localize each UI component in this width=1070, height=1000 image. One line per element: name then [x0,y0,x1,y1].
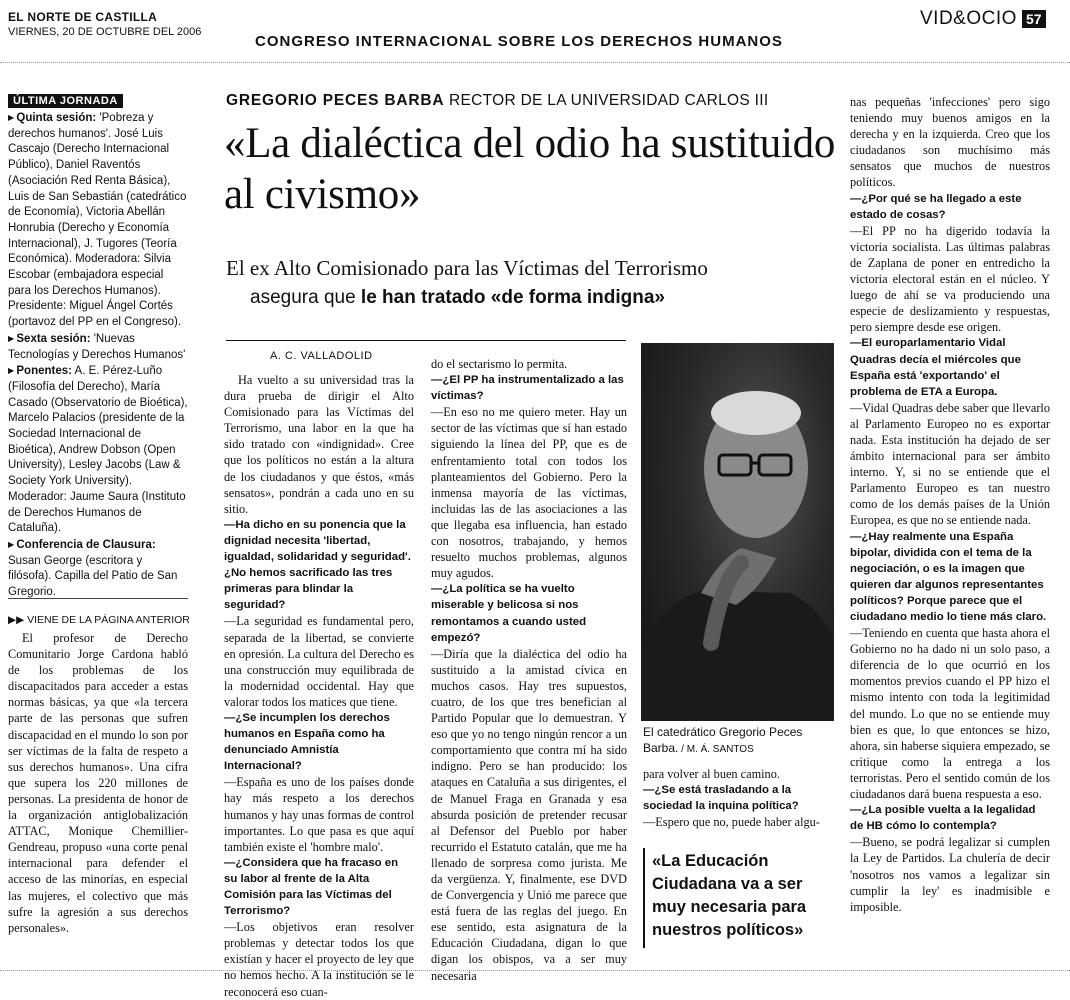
article-paragraph: —Teniendo en cuenta que hasta ahora el Gobierno no ha dado ni un solo paso, a diferencia de lo que ocurrió en los momentos previos cuando el PP hizo el mismo intento con toda la legitimidad del mundo. Lo que no se entiende muy bien es que, lo que entonces se hizo, ahora, sin haberse siquiera empezado, se critique como la entrega a los terroristas. Pero el sentido común de los ciudadanos dará buena respuesta a eso. [850,626,1050,802]
interview-question: —Ha dicho en su ponencia que la dignidad necesita 'libertad, igualdad, solidaridad y seguridad'. ¿No hemos sacrificado las tres primeras para blindar la seguridad? [224,518,411,612]
article-kicker [226,92,768,110]
left-column-paragraph: El profesor de Derecho Comunitario Jorge Cardona habló de los problemas de los discapacitados para acceder a estas normas básicas, ya que «la tercera parte de las personas que sufren discapacidad en el mundo lo son por ser víctimas de la falta de respeto a sus derechos humanos». Una cifra que supera los 220 millones de personas. La presidenta de honor de la organización antiglobalización ATTAC, Monique Chemillier-Gendreau, propuso «una corte penal internacional para defender el acceso de las minorías, en especial las mujeres, el colectivo que más sufre la agresión a sus derechos personales». [8,631,188,935]
kicker-name: GREGORIO PECES BARBA [226,92,445,109]
sidebar-schedule [8,110,188,601]
continued-label: ▶▶ VIENE DE LA PÁGINA ANTERIOR [8,614,190,626]
article-paragraph: —Los objetivos eran resolver problemas y detectar todos los que existían y hacer el proyecto de ley que no hemos hecho. A la institución se le reconocerá eso cuan- [224,920,414,999]
sidebar-item [8,331,188,363]
article-paragraph: para volver al buen camino. [643,767,780,781]
publication-date: VIERNES, 20 DE OCTUBRE DEL 2006 [8,26,202,38]
interview-question: —¿Por qué se ha llegado a este estado de cosas? [850,192,1022,221]
interview-question: —¿El PP ha instrumentalizado a las víctimas? [431,374,624,403]
sidebar-heading: ÚLTIMA JORNADA [8,94,123,108]
section-label: VID&OCIO [920,8,1017,29]
article-column-3 [850,94,1050,915]
deck-divider [226,340,626,341]
portrait-illustration [641,343,834,721]
sidebar-item-text: 'Nuevas Tecnologías y Derechos Humanos' [8,332,186,361]
interview-question: —¿Hay realmente una España bipolar, dividida con el tema de la negociación, o es la imagen que quieren dar algunos representantes políticos? Porque parece que el ciudadano medio lo tiene más claro. [850,530,1047,623]
article-paragraph: nas pequeñas 'infecciones' pero sigo teniendo muy buenos amigos en la derecha y en la izquierda. Creo que los ciudadanos son muchísimo más sensatos que muchos de nuestros políticos. [850,95,1050,190]
sidebar-item-label: Sexta sesión: [16,332,91,345]
bottom-divider [0,970,1070,971]
interview-question: —¿Se incumplen los derechos humanos en España como ha denunciado Amnistía Internacional? [224,711,390,773]
publication-name: EL NORTE DE CASTILLA [8,10,158,24]
article-column-2 [431,356,627,984]
article-headline: «La dialéctica del odio ha sustituido al civismo» [224,120,836,218]
sidebar-item-label: Quinta sesión: [16,112,97,124]
arrow-icon: ▶▶ [8,614,28,626]
bullet-arrow-icon: ▶ [8,539,17,549]
interview-question: —¿La política se ha vuelto miserable y belicosa si nos remontamos a cuando usted empezó? [431,583,587,644]
sidebar-item [8,537,188,601]
interview-question: —¿La posible vuelta a la legalidad de HB cómo lo contempla? [850,804,1036,833]
article-paragraph: Ha vuelto a su universidad tras la dura prueba de dirigir el Alto Comisionado para las Víctimas del Terrorismo, una labor en la que ha sido tratado con «indignidad». Cree que los políticos no están a la altura de los ciudadanos y que éstos, «más sensatos», pondrán a cada uno en su sitio. [224,373,414,516]
sidebar-item-text: A. E. Pérez-Luño (Filosofía del Derecho), María Casado (Observatorio de Bioética), Marcelo Palacios (presidente de la Sociedad Internacional de Bioética), Andrew Dobson (Open University), Lesley Jacobs (Law & Society York University). Moderador: Jaume Saura (Instituto de Derechos Humanos de Cataluña). [8,365,188,535]
sidebar-item-text: Susan George (escritora y filósofa). Capilla del Patio de San Gregorio. [8,554,178,599]
sidebar-item [8,110,188,331]
bullet-arrow-icon: ▶ [8,333,17,343]
bullet-arrow-icon: ▶ [8,113,17,122]
bullet-arrow-icon: ▶ [8,366,17,376]
article-byline: A. C. VALLADOLID [270,350,373,362]
article-column-1 [224,372,414,1000]
sidebar-item [8,363,188,537]
sidebar-item-label: Ponentes: [16,365,72,378]
portrait-photo [641,343,834,721]
pull-quote: «La Educación Ciudadana va a ser muy necesaria para nuestros políticos» [652,852,807,939]
article-deck-line2: asegura que le han tratado «de forma indigna» [250,287,665,308]
article-paragraph: do el sectarismo lo permita. [431,357,568,371]
kicker-role: RECTOR DE LA UNIVERSIDAD CARLOS III [444,92,769,109]
interview-question: —El europarlamentario Vidal Quadras decía el miércoles que España está 'exportando' el problema de ETA a Europa. [850,337,1021,398]
article-paragraph: —Bueno, se podrá legalizar si cumplen la Ley de Partidos. La chulería de decir 'nosotros nos vamos a legalizar sin cumplir la ley' es inadmisible e imposible. [850,835,1050,914]
top-divider [0,62,1070,63]
article-paragraph: —Diría que la dialéctica del odio ha sustituido a la amistad cívica en muchos casos. Hay tres supuestos, cuatro, de los que tres benefician al Partido Popular que lo demuestran. Y eso que yo no tengo ningún rencor a un comportamiento que contra mí ha sido indigno. Pero se han producido: los ataques en Cataluña a sus dirigentes, el de Manuel Fraga en Granada y esa absurda posición de pretender recusar al Defensor del Pueblo por haber recurrido el Estatuto catalán, que me ha llenado de sorpresa como jurista. Me da vergüenza. Y, finalmente, ese DVD de Convergencia y Unió me parece que está fuera de las reglas del juego. En ese sentido, esta asignatura de la Educación Ciudadana, digan lo que digan los obispos, va a ser muy necesaria [431,646,627,983]
article-paragraph: —Espero que no, puede haber algu- [643,815,820,830]
sidebar-item-label: Conferencia de Clausura: [16,538,156,551]
article-paragraph: —España es uno de los países donde hay más respeto a los derechos humanos y hay unas formas de control importantes. Lo que pasa es que aquí también existe el 'hombre malo'. [224,775,414,854]
pull-quote-bar [643,848,645,948]
photo-caption: El catedrático Gregorio Peces Barba. / M. Á. SANTOS [643,725,803,755]
page-number: 57 [1022,10,1046,28]
sidebar-item-text: 'Pobreza y derechos humanos'. José Luis Cascajo (Derecho Internacional Público), Daniel Raventós (Asociación Red Renta Básica), Luis de San Sebastián (catedrático de Economía), Victoria Abellán Honrubia (Derecho y Economía Internacional), J. Tugores (Teoría Económica). Moderadora: Silvia Escobar (embajadora especial para los Derechos Humanos). Presidente: Miguel Ángel Cortés (portavoz del PP en el Congreso). [8,112,187,329]
article-paragraph: —En eso no me quiero meter. Hay un sector de las víctimas que sí han estado siguiendo la línea del PP, que es de enfrentamiento total con todos los planteamientos del Gobierno. Pero la inmensa mayoría de las víctimas, incluidas las de las asociaciones a las que llegaba esa influencia, han estado con nosotros, trabajando, y hemos resuelto muchos problemas, algunos muy agudos. [431,405,627,581]
article-column-2-continued [643,766,835,830]
article-deck-line1: El ex Alto Comisionado para las Víctimas del Terrorismo [226,256,708,280]
section-title: CONGRESO INTERNACIONAL SOBRE LOS DERECHOS HUMANOS [255,33,783,50]
article-paragraph: —La seguridad es fundamental pero, separada de la libertad, se convierte en opresión. La cultura del Derecho es una construcción muy equilibrada de la modernidad occidental. Hay que valorar todos los matices que tiene. [224,614,414,709]
interview-question: —¿Se está trasladando a la sociedad la inquina política? [643,784,799,813]
interview-question: —¿Considera que ha fracaso en su labor al frente de la Alta Comisión para las Víctimas del Terrorismo? [224,856,399,918]
sidebar-divider [8,598,188,599]
continued-article-text [8,630,188,936]
article-paragraph: —El PP no ha digerido todavía la victoria socialista. Las últimas palabras de Zaplana de poner en entredicho la victoria electoral están en el núcleo. Y luego de ahí se va produciendo una especie de deslizamiento y respuestas, pero siempre desde ese origen. [850,223,1050,335]
article-paragraph: —Vidal Quadras debe saber que llevarlo al Parlamento Europeo no es exportar nada. Esta institución ha dejado de ser ámbito internacional para ser ámbito interno. Y, si no se entiende que el Parlamento Europeo es tan nuestro como de los demás países de la Unión Europea, es que no se entiende nada. [850,400,1050,528]
photo-credit: / M. Á. SANTOS [678,744,754,755]
